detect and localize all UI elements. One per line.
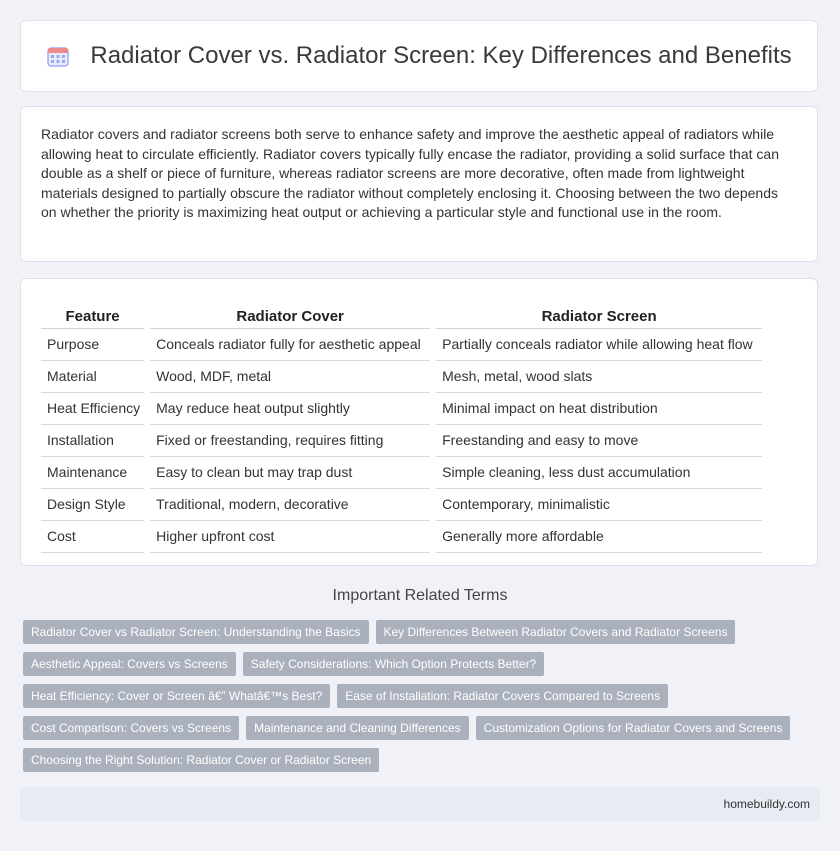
related-term-tag[interactable]: Aesthetic Appeal: Covers vs Screens <box>23 652 236 676</box>
footer-site-link[interactable]: homebuildy.com <box>723 797 810 811</box>
cell-screen: Mesh, metal, wood slats <box>436 361 762 393</box>
cell-screen: Generally more affordable <box>436 521 762 553</box>
cell-cover: Easy to clean but may trap dust <box>150 457 430 489</box>
header-radiator-cover: Radiator Cover <box>150 303 430 329</box>
cell-screen: Partially conceals radiator while allowing heat flow <box>436 329 762 361</box>
cell-feature: Cost <box>41 521 144 553</box>
related-term-tag[interactable]: Key Differences Between Radiator Covers and Radiator Screens <box>376 620 736 644</box>
header-card <box>20 20 818 92</box>
table-row <box>41 521 762 553</box>
intro-card <box>20 106 818 262</box>
page-title: Radiator Cover vs. Radiator Screen: Key Differences and Benefits <box>90 42 792 69</box>
cell-feature: Installation <box>41 425 144 457</box>
calendar-icon <box>46 44 70 68</box>
cell-screen: Simple cleaning, less dust accumulation <box>436 457 762 489</box>
table-row <box>41 457 762 489</box>
comparison-table-card <box>20 278 818 566</box>
table-header-row <box>41 303 762 329</box>
cell-cover: Wood, MDF, metal <box>150 361 430 393</box>
cell-screen: Contemporary, minimalistic <box>436 489 762 521</box>
cell-cover: Higher upfront cost <box>150 521 430 553</box>
cell-feature: Heat Efficiency <box>41 393 144 425</box>
header-feature: Feature <box>41 303 144 329</box>
related-term-tag[interactable]: Maintenance and Cleaning Differences <box>246 716 469 740</box>
related-term-tag[interactable]: Ease of Installation: Radiator Covers Compared to Screens <box>337 684 668 708</box>
table-row <box>41 489 762 521</box>
related-terms-title: Important Related Terms <box>332 587 508 604</box>
cell-screen: Freestanding and easy to move <box>436 425 762 457</box>
table-row <box>41 425 762 457</box>
cell-screen: Minimal impact on heat distribution <box>436 393 762 425</box>
related-term-tag[interactable]: Cost Comparison: Covers vs Screens <box>23 716 239 740</box>
footer <box>20 787 820 821</box>
cell-feature: Purpose <box>41 329 144 361</box>
cell-feature: Material <box>41 361 144 393</box>
table-row <box>41 361 762 393</box>
related-terms-list <box>23 620 803 772</box>
cell-cover: May reduce heat output slightly <box>150 393 430 425</box>
table-row <box>41 329 762 361</box>
cell-feature: Maintenance <box>41 457 144 489</box>
cell-cover: Traditional, modern, decorative <box>150 489 430 521</box>
related-term-tag[interactable]: Heat Efficiency: Cover or Screen â€” Whatâ€™s Best? <box>23 684 330 708</box>
related-term-tag[interactable]: Choosing the Right Solution: Radiator Cover or Radiator Screen <box>23 748 379 772</box>
related-term-tag[interactable]: Safety Considerations: Which Option Protects Better? <box>243 652 544 676</box>
comparison-table <box>35 303 768 553</box>
header <box>46 42 791 70</box>
cell-feature: Design Style <box>41 489 144 521</box>
intro-text: Radiator covers and radiator screens both serve to enhance safety and improve the aesthetic appeal of radiators while allowing heat to circulate efficiently. Radiator covers typically fully encase the radiator, providing a solid surface that can double as a shelf or piece of furniture, whereas radiator screens are more decorative, often made from lightweight materials designed to partially obscure the radiator without completely enclosing it. Choosing between the two depends on whether the priority is maximizing heat output or achieving a particular style and functional use in the room. <box>41 126 779 220</box>
related-term-tag[interactable]: Radiator Cover vs Radiator Screen: Understanding the Basics <box>23 620 369 644</box>
header-radiator-screen: Radiator Screen <box>436 303 762 329</box>
table-row <box>41 393 762 425</box>
cell-cover: Fixed or freestanding, requires fitting <box>150 425 430 457</box>
related-term-tag[interactable]: Customization Options for Radiator Covers and Screens <box>476 716 791 740</box>
cell-cover: Conceals radiator fully for aesthetic appeal <box>150 329 430 361</box>
